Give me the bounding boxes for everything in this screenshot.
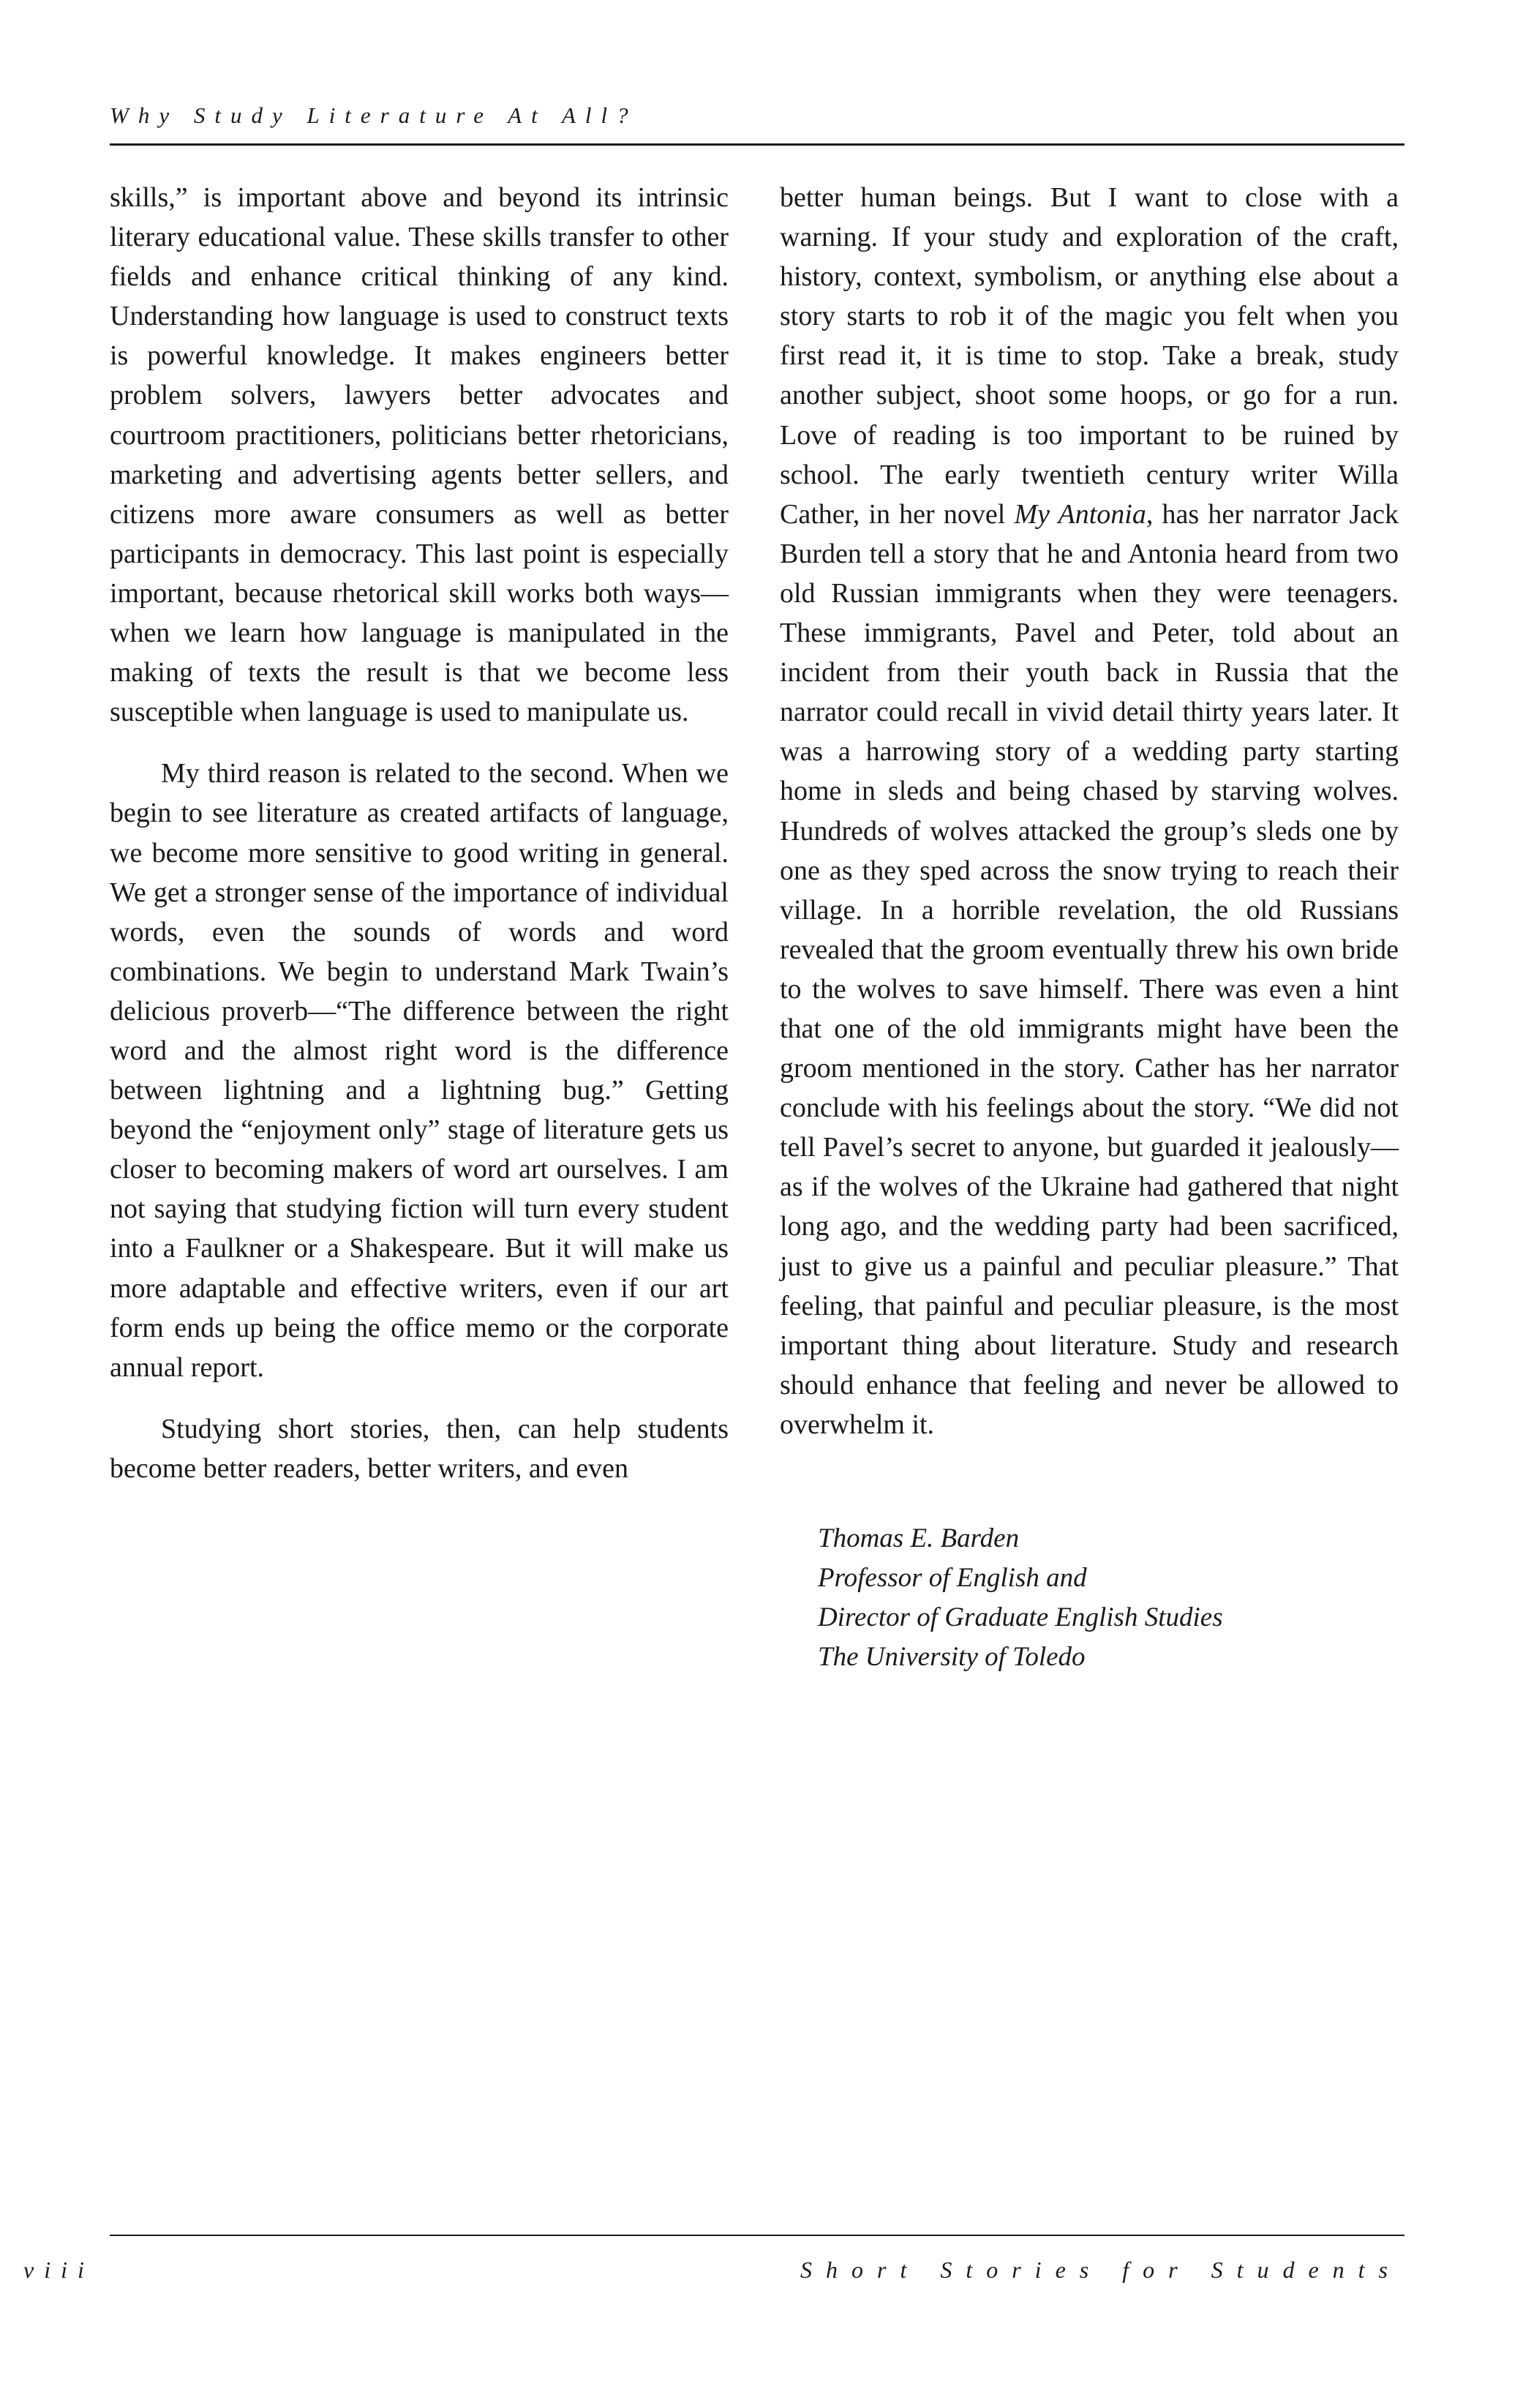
author-title: Professor of English and <box>818 1563 1087 1593</box>
body-paragraph: Studying short stories, then, can help students become better readers, better writers, and even <box>110 1413 729 1484</box>
running-head-title: Why Study Literature At All? <box>110 102 638 128</box>
body-paragraph: My third reason is related to the second. When we begin to see literature as created artifacts of language, we become more sensitive to good writing in general. We get a stronger sense of the importance of individual words, even the sounds of words and word combinations. We begin to understand Mark Twain’s delicious proverb—“The difference between the right word and the almost right word is the difference between lightning and a lightning bug.” Getting beyond the “enjoyment only” stage of literature gets us closer to becoming makers of word art ourselves. I am not saying that studying fiction will turn every student into a Faulkner or a Shakespeare. But it will make us more adaptable and effective writers, even if our art form ends up being the office memo or the corporate annual report. <box>110 758 729 1383</box>
author-signature <box>818 1519 1223 1677</box>
author-institution: The University of Toledo <box>818 1642 1086 1672</box>
right-column <box>780 178 1399 1444</box>
author-title: Director of Graduate English Studies <box>818 1602 1223 1632</box>
paragraph-text: better human beings. But I want to close with a warning. If your study and exploration of the craft, history, context, symbolism, or anything else about a story starts to rob it of the magic you felt when you first read it, it is time to stop. Take a break, study another subject, shoot some hoops, or go for a run. Love of reading is too important to be ruined by school. The early twentieth century writer Willa Cather, in her novel <box>780 182 1399 530</box>
body-paragraph: skills,” is important above and beyond its intrinsic literary educational value. These skills transfer to other fields and enhance critical thinking of any kind. Understanding how language is used to construct texts is powerful knowledge. It makes engineers better problem solvers, lawyers better advocates and courtroom practitioners, politicians better rhetoricians, marketing and advertising agents better sellers, and citizens more aware consumers as well as better participants in democracy. This last point is especially important, because rhetorical skill works both ways—when we learn how language is manipulated in the making of texts the result is that we become less susceptible when language is used to manipulate us. <box>110 182 729 728</box>
body-paragraph <box>780 178 1399 1444</box>
footer-rule <box>110 2235 1404 2236</box>
author-name: Thomas E. Barden <box>818 1523 1020 1553</box>
header-rule <box>110 143 1404 146</box>
paragraph-text: , has her narrator Jack Burden tell a story that he and Antonia heard from two old Russian immigrants when they were teenagers. These immigrants, Pavel and Peter, told about an incident from their youth back in Russia that the narrator could recall in vivid detail thirty years later. It was a harrowing story of a wedding party starting home in sleds and being chased by starving wolves. Hundreds of wolves attacked the group’s sleds one by one as they sped across the snow trying to reach their village. In a horrible revelation, the old Russians revealed that the groom eventually threw his own bride to the wolves to save himself. There was even a hint that one of the old immigrants might have been the groom mentioned in the story. Cather has her narrator conclude with his feelings about the story. “We did not tell Pavel’s secret to anyone, but guarded it jealously—as if the wolves of the Ukraine had gathered that night long ago, and the wedding party had been sacrificed, just to give us a painful and peculiar pleasure.” That feeling, that painful and peculiar pleasure, is the most important thing about literature. Study and research should enhance that feeling and never be allowed to overwhelm it. <box>780 498 1399 1440</box>
novel-title: My Antonia <box>1014 498 1146 530</box>
left-column <box>110 178 729 1488</box>
footer-book-title: Short Stories for Students <box>800 2257 1402 2283</box>
page-number: viii <box>23 2257 94 2283</box>
